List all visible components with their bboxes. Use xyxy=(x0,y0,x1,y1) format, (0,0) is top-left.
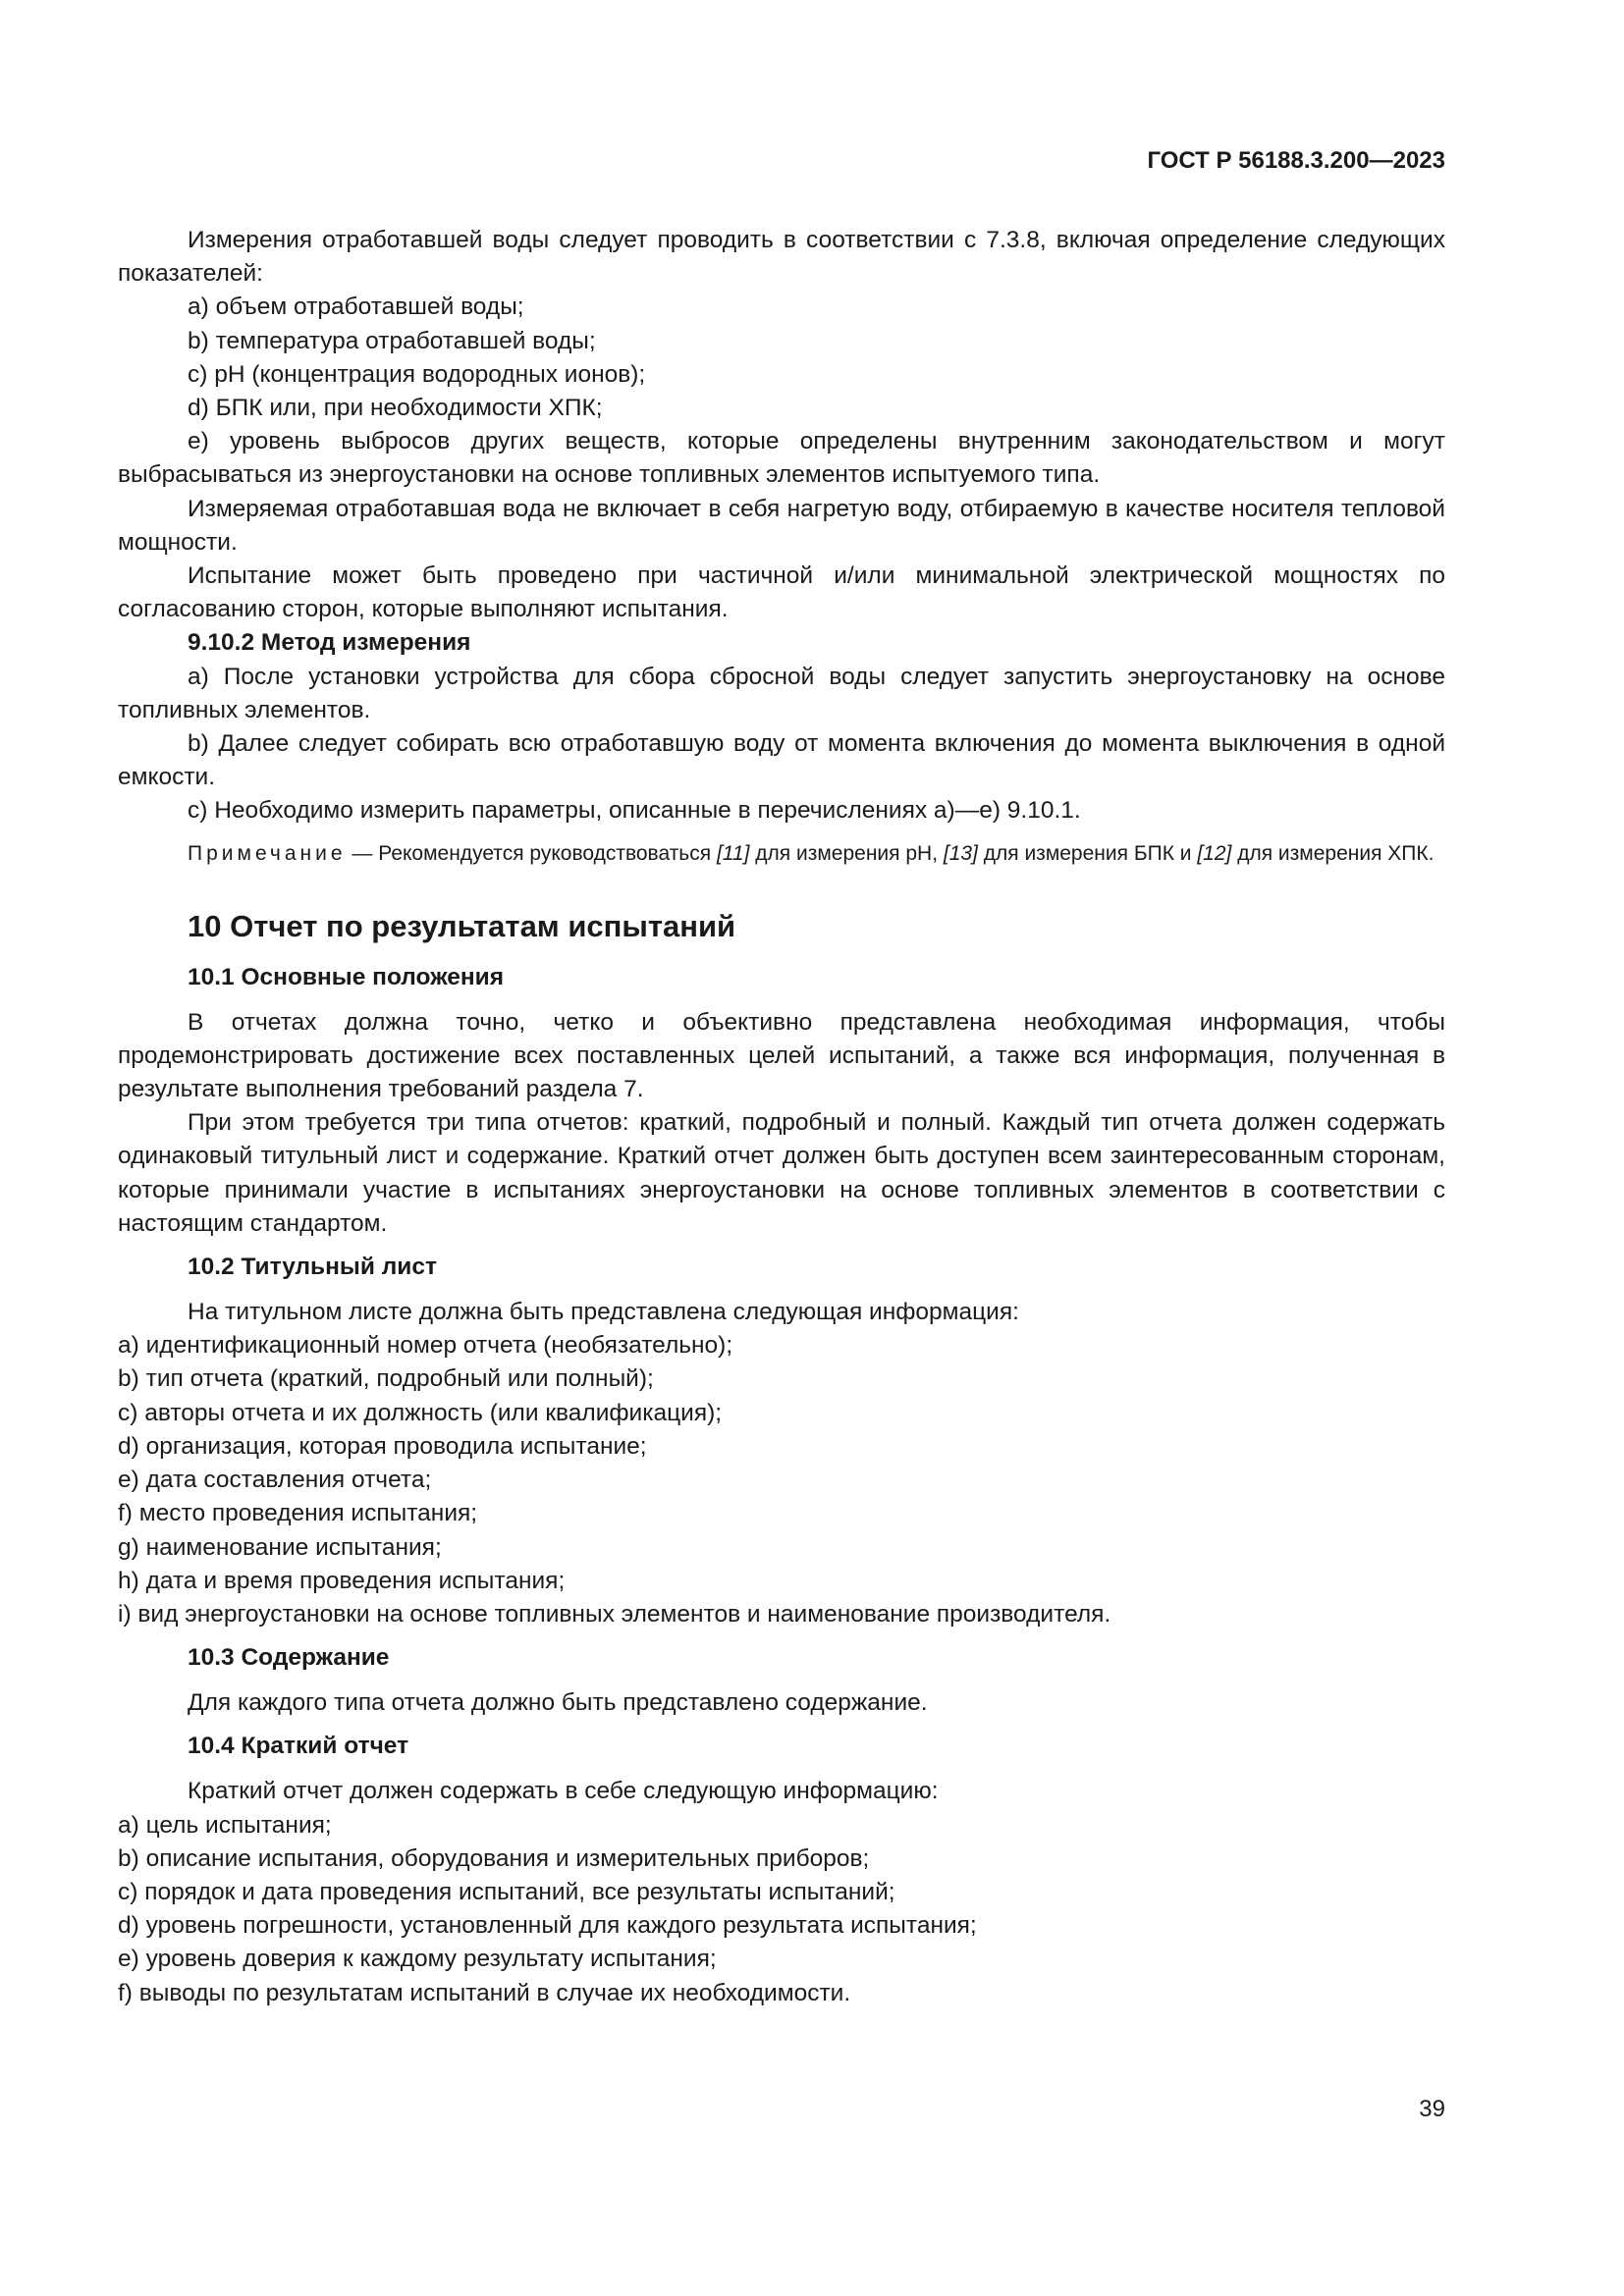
note xyxy=(118,838,1445,869)
list-item: f) место проведения испытания; xyxy=(118,1500,478,1527)
paragraph: Измеряемая отработавшая вода не включает в себя нагретую воду, отбираемую в качестве носителя тепловой мощности. xyxy=(118,495,1445,556)
document-header: ГОСТ Р 56188.3.200—2023 xyxy=(1147,147,1445,174)
paragraph: При этом требуется три типа отчетов: краткий, подробный и полный. Каждый тип отчета должен содержать одинаковый титульный лист и содержание. Краткий отчет должен быть доступен всем заинтересованным сторонам, которые принимали участие в испытаниях энергоустановки на основе топливных элементов в соответствии с настоящим стандартом. xyxy=(118,1109,1445,1237)
note-label: Примечание xyxy=(188,841,347,865)
list-item: h) дата и время проведения испытания; xyxy=(118,1567,566,1594)
paragraph: Для каждого типа отчета должно быть представлено содержание. xyxy=(188,1689,928,1717)
list-item: d) БПК или, при необходимости ХПК; xyxy=(188,395,603,422)
note-text: для измерения БПК и xyxy=(977,841,1198,865)
subsection-title: 10.2 Титульный лист xyxy=(188,1254,437,1281)
paragraph: В отчетах должна точно, четко и объективно представлена необходимая информация, чтобы продемонстрировать достижение всех поставленных целей испытаний, а также вся информация, полученная в результате выполнения требований раздела 7. xyxy=(118,1008,1445,1103)
list-item: g) наименование испытания; xyxy=(118,1533,442,1561)
subsection-title: 10.4 Краткий отчет xyxy=(188,1733,409,1760)
list-item: i) вид энергоустановки на основе топливных элементов и наименование производителя. xyxy=(118,1600,1111,1628)
list-item: a) идентификационный номер отчета (необязательно); xyxy=(118,1332,733,1360)
note-text: для измерения pH, xyxy=(749,841,944,865)
list-item: c) порядок и дата проведения испытаний, все результаты испытаний; xyxy=(118,1878,895,1905)
list-item: b) Далее следует собирать всю отработавшую воду от момента включения до момента выключения в одной емкости. xyxy=(118,730,1445,791)
reference: [11] xyxy=(716,841,750,865)
paragraph: Краткий отчет должен содержать в себе следующую информацию: xyxy=(188,1778,939,1805)
list-item: e) уровень выбросов других веществ, которые определены внутренним законодательством и могут выбрасываться из энергоустановки на основе топливных элементов испытуемого типа. xyxy=(118,428,1445,489)
subsection-title: 10.3 Содержание xyxy=(188,1644,390,1672)
paragraph: На титульном листе должна быть представлена следующая информация: xyxy=(188,1299,1019,1326)
subsection-title: 9.10.2 Метод измерения xyxy=(188,629,471,657)
paragraph: Измерения отработавшей воды следует проводить в соответствии с 7.3.8, включая определение следующих показателей: xyxy=(118,227,1445,288)
subsection-title: 10.1 Основные положения xyxy=(188,963,505,990)
list-item: c) авторы отчета и их должность (или квалификация); xyxy=(118,1399,723,1426)
section-title: 10 Отчет по результатам испытаний xyxy=(188,908,736,943)
note-text: для измерения ХПК. xyxy=(1231,841,1435,865)
list-item: e) уровень доверия к каждому результату испытания; xyxy=(118,1946,717,1973)
list-item: a) цель испытания; xyxy=(118,1811,332,1839)
list-item: e) дата составления отчета; xyxy=(118,1467,432,1494)
list-item: a) После установки устройства для сбора сбросной воды следует запустить энергоустановку на основе топливных элементов. xyxy=(118,663,1445,723)
note-text: — Рекомендуется руководствоваться xyxy=(346,841,717,865)
list-item: a) объем отработавшей воды; xyxy=(188,294,524,321)
list-item: b) тип отчета (краткий, подробный или полный); xyxy=(118,1365,654,1393)
list-item: b) температура отработавшей воды; xyxy=(188,327,596,354)
list-item: f) выводы по результатам испытаний в случае их необходимости. xyxy=(118,1979,851,2006)
list-item: c) pH (концентрация водородных ионов); xyxy=(188,360,646,388)
paragraph: Испытание может быть проведено при частичной и/или минимальной электрической мощностях по согласованию сторон, которые выполняют испытания. xyxy=(118,562,1445,623)
document-body xyxy=(118,224,1445,2010)
reference: [12] xyxy=(1197,841,1232,865)
page-number: 39 xyxy=(1419,2096,1445,2122)
list-item: b) описание испытания, оборудования и измерительных приборов; xyxy=(118,1844,870,1872)
list-item: d) уровень погрешности, установленный для каждого результата испытания; xyxy=(118,1912,977,1940)
list-item: d) организация, которая проводила испытание; xyxy=(118,1432,647,1460)
list-item: c) Необходимо измерить параметры, описанные в перечислениях a)—e) 9.10.1. xyxy=(188,797,1081,825)
reference: [13] xyxy=(943,841,978,865)
